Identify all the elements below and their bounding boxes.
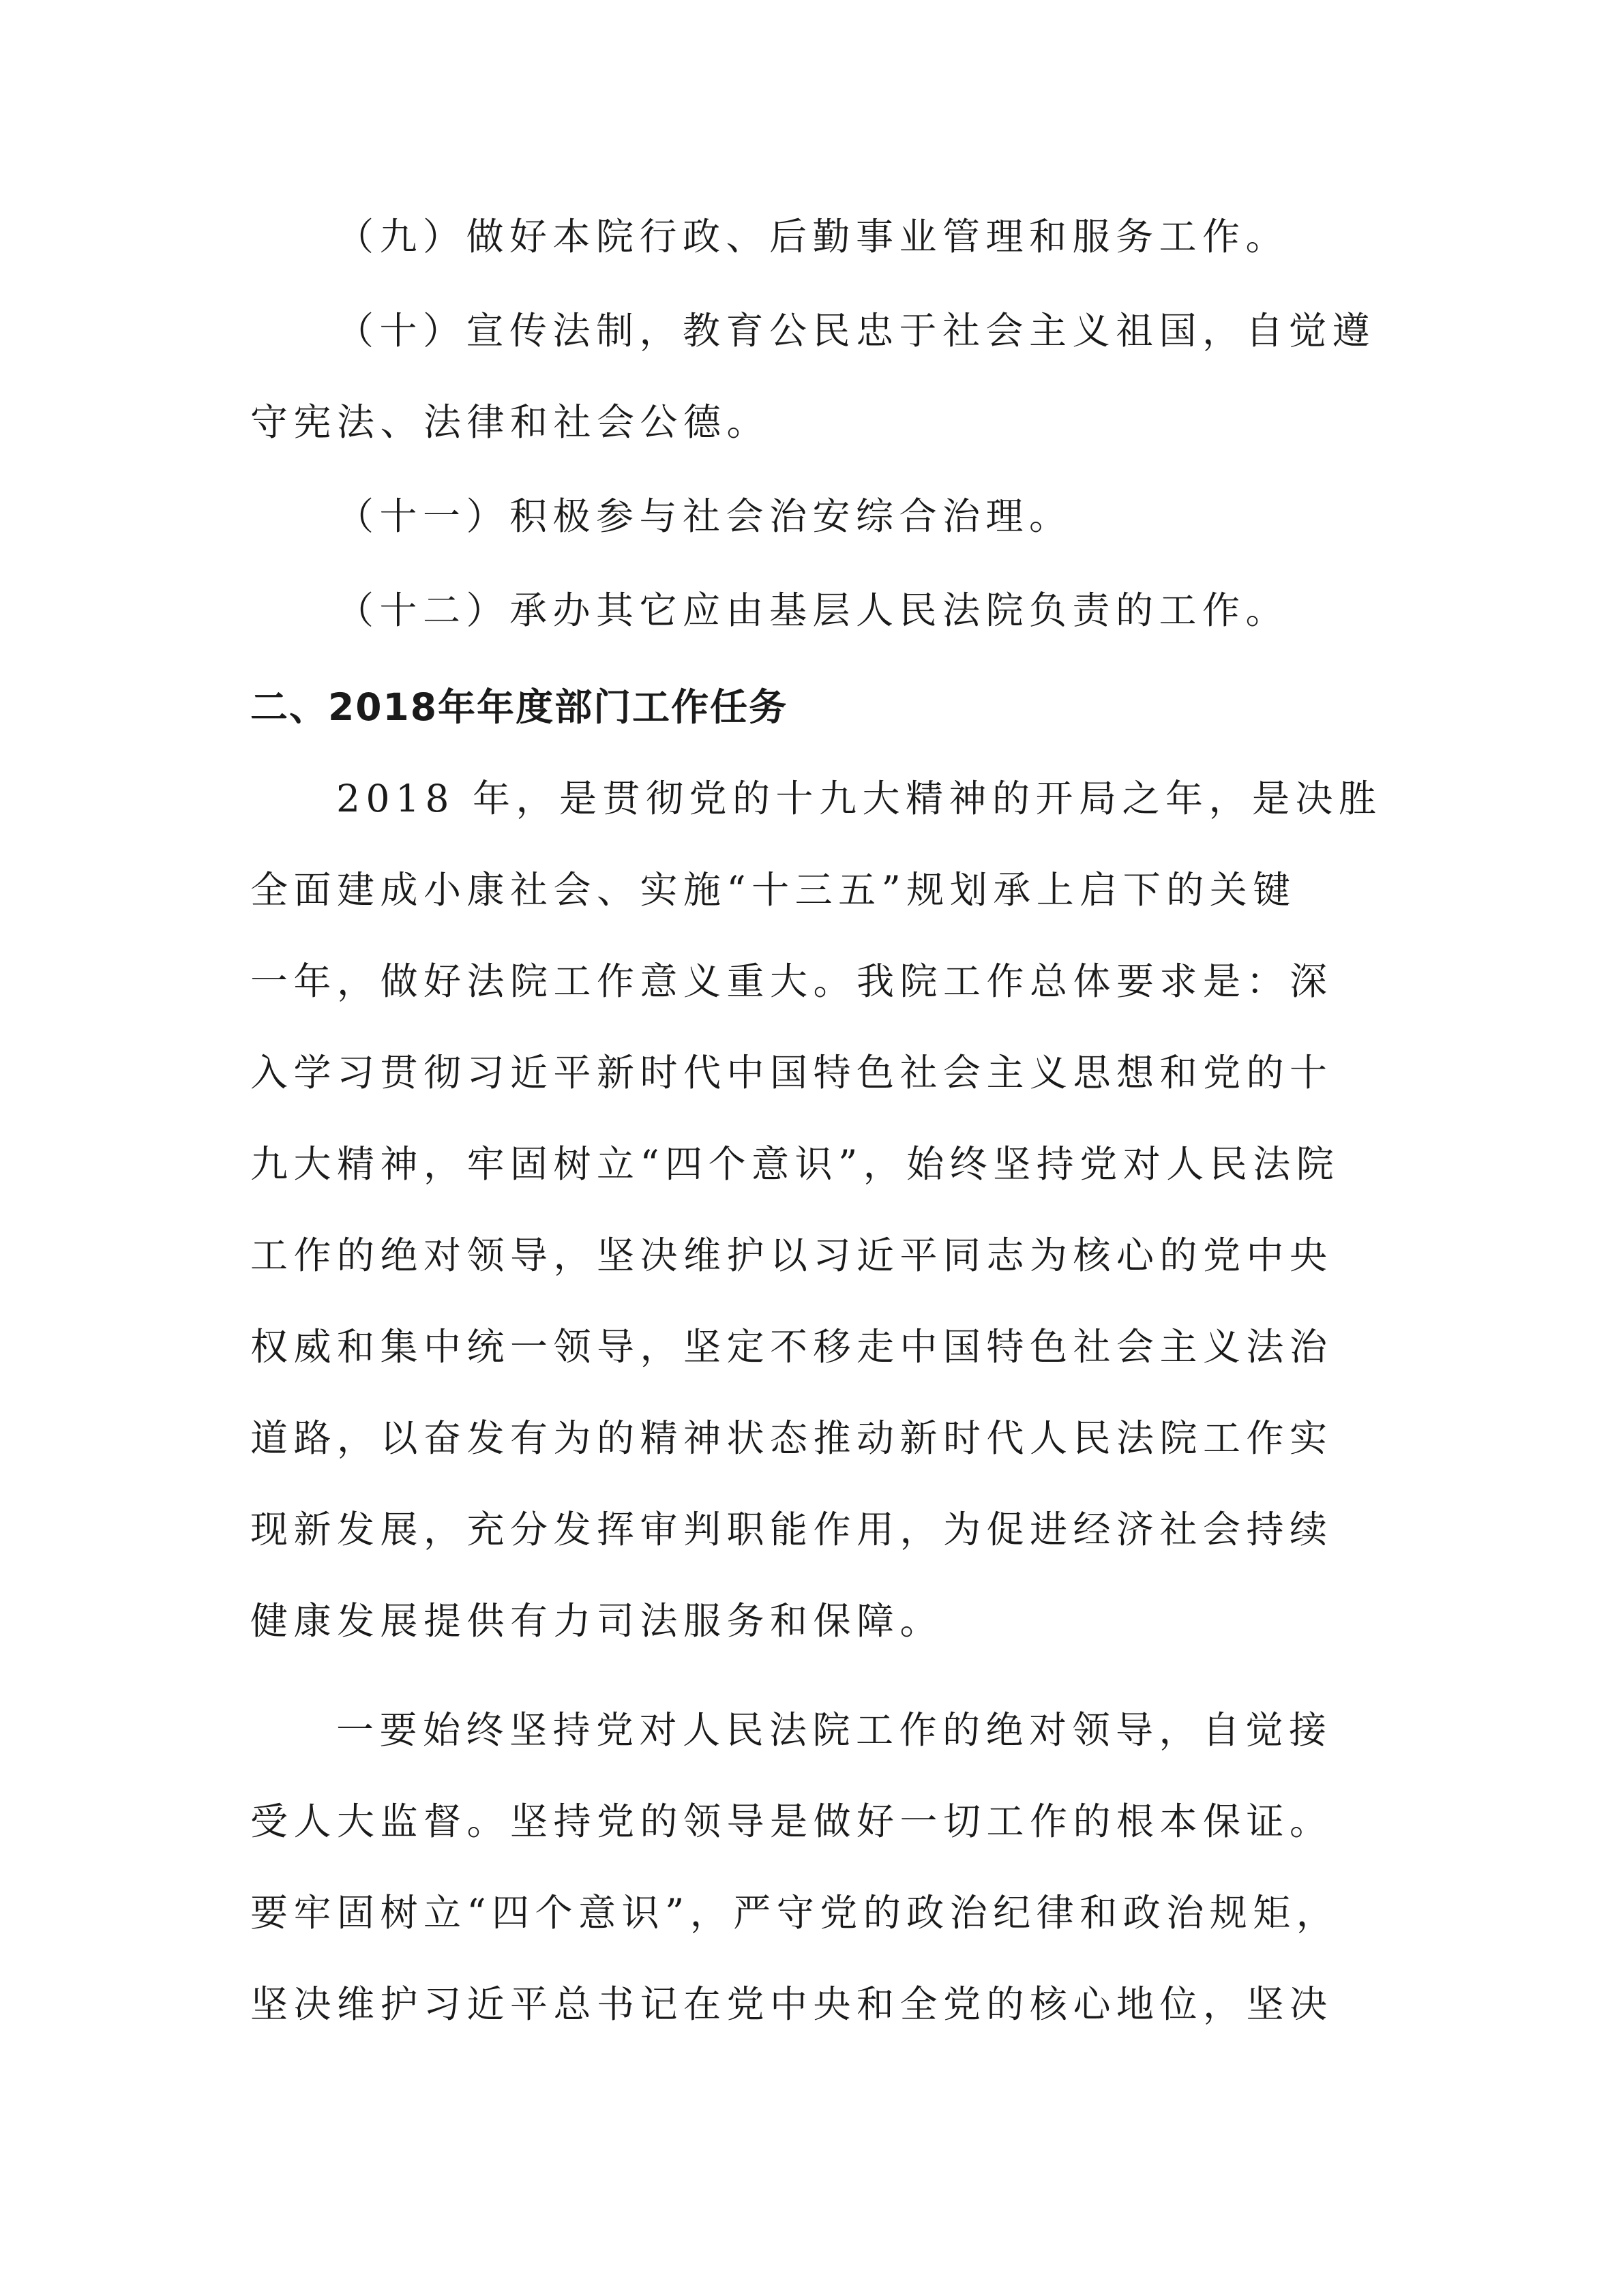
paragraph-line: 工作的绝对领导，坚决维护以习近平同志为核心的党中央 (250, 1234, 1333, 1277)
paragraph-line: 2018 年，是贯彻党的十九大精神的开局之年，是决胜 (336, 777, 1382, 820)
paragraph-line: 入学习贯彻习近平新时代中国特色社会主义思想和党的十 (250, 1051, 1333, 1094)
paragraph-line: 一要始终坚持党对人民法院工作的绝对领导，自觉接 (336, 1708, 1332, 1752)
paragraph-line: 要牢固树立“四个意识”，严守党的政治纪律和政治规矩， (250, 1891, 1340, 1935)
duty-item-11: （十一）积极参与社会治安综合治理。 (336, 494, 1073, 538)
paragraph-party-leadership (250, 1684, 1377, 2050)
duty-item-10-line-2: 守宪法、法律和社会公德。 (250, 400, 771, 444)
paragraph-line: 权威和集中统一领导，坚定不移走中国特色社会主义法治 (250, 1325, 1333, 1369)
paragraph-overall-requirements (250, 753, 1382, 1667)
paragraph-line: 健康发展提供有力司法服务和保障。 (250, 1599, 944, 1643)
document-body (250, 191, 1382, 2050)
paragraph-line: 道路，以奋发有为的精神状态推动新时代人民法院工作实 (250, 1416, 1333, 1460)
paragraph-line: 现新发展，充分发挥审判职能作用，为促进经济社会持续 (250, 1508, 1333, 1551)
paragraph-line: 全面建成小康社会、实施“十三五”规划承上启下的关键 (250, 868, 1296, 912)
duty-item-12: （十二）承办其它应由基层人民法院负责的工作。 (336, 588, 1290, 632)
section-heading: 二、2018年年度部门工作任务 (250, 685, 788, 729)
paragraph-line: 一年，做好法院工作意义重大。我院工作总体要求是：深 (250, 959, 1333, 1003)
duty-item-10-line-1: （十）宣传法制，教育公民忠于社会主义祖国，自觉遵 (336, 309, 1376, 353)
duty-item-9: （九）做好本院行政、后勤事业管理和服务工作。 (336, 215, 1290, 258)
paragraph-line: 九大精神，牢固树立“四个意识”，始终坚持党对人民法院 (250, 1142, 1340, 1186)
paragraph-line: 坚决维护习近平总书记在党中央和全党的核心地位，坚决 (250, 1982, 1333, 2026)
paragraph-line: 受人大监督。坚持党的领导是做好一切工作的根本保证。 (250, 1800, 1333, 1843)
